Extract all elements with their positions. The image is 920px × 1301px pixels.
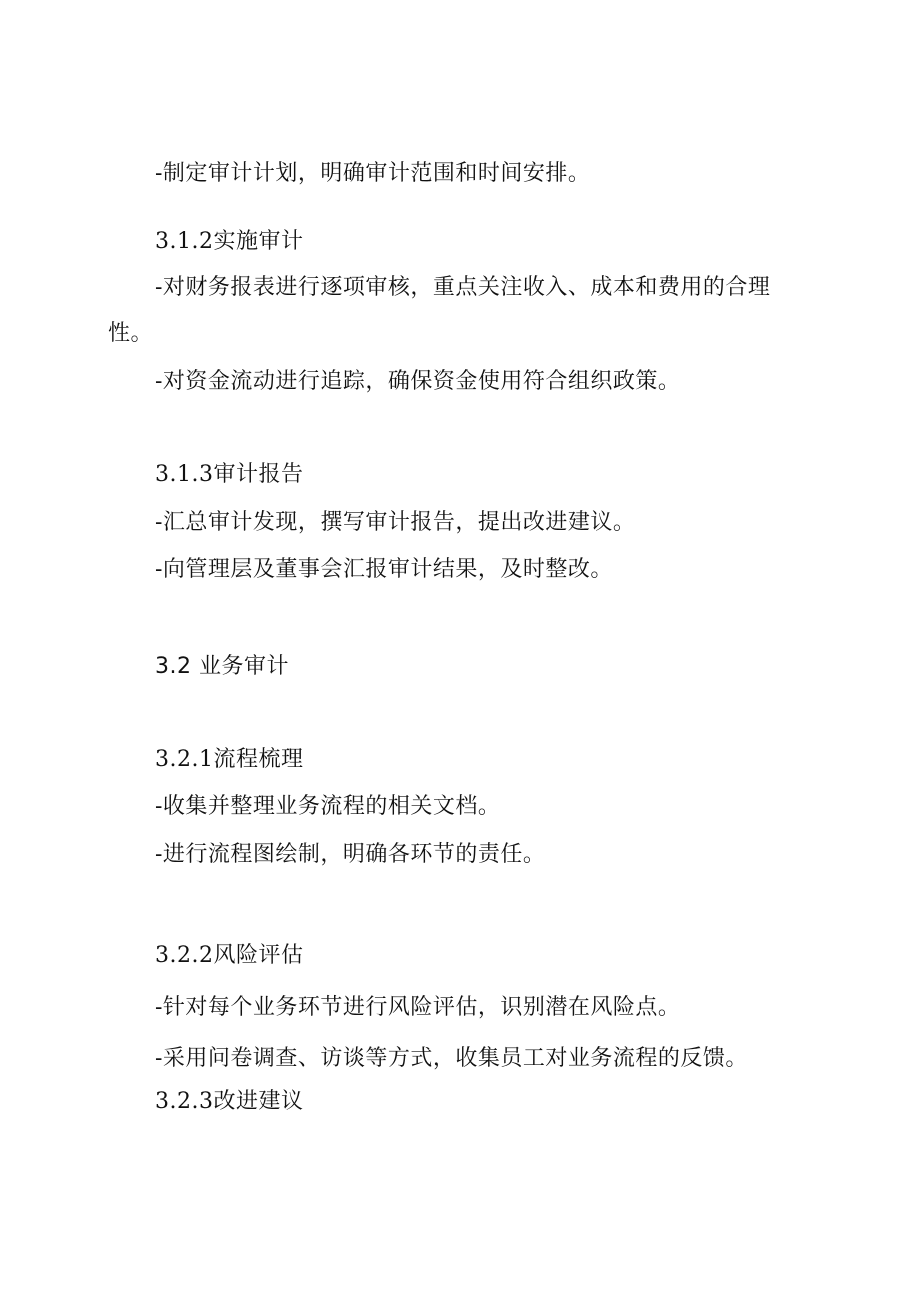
subheading-3-2-3: 3.2.3改进建议 — [155, 1089, 304, 1114]
bullet-draw-flowchart: -进行流程图绘制，明确各环节的责任。 — [155, 842, 546, 867]
section-heading-3-2: 3.2 业务审计 — [155, 654, 289, 679]
subheading-3-1-2: 3.1.2实施审计 — [155, 229, 304, 254]
bullet-plan-audit: -制定审计计划，明确审计范围和时间安排。 — [155, 161, 591, 186]
bullet-review-statements-continued: 性。 — [108, 321, 154, 346]
bullet-report-to-board: -向管理层及董事会汇报审计结果，及时整改。 — [155, 557, 613, 582]
bullet-collect-documents: -收集并整理业务流程的相关文档。 — [155, 794, 501, 819]
bullet-track-funds: -对资金流动进行追踪，确保资金使用符合组织政策。 — [155, 369, 681, 394]
subheading-3-2-2: 3.2.2风险评估 — [155, 943, 304, 968]
bullet-risk-assessment: -针对每个业务环节进行风险评估，识别潜在风险点。 — [155, 995, 681, 1020]
subheading-3-2-1: 3.2.1流程梳理 — [155, 747, 304, 772]
bullet-review-statements: -对财务报表进行逐项审核，重点关注收入、成本和费用的合理 — [155, 275, 771, 300]
subheading-3-1-3: 3.1.3审计报告 — [155, 462, 304, 487]
bullet-summarize-findings: -汇总审计发现，撰写审计报告，提出改进建议。 — [155, 510, 636, 535]
bullet-collect-feedback: -采用问卷调查、访谈等方式，收集员工对业务流程的反馈。 — [155, 1046, 748, 1071]
